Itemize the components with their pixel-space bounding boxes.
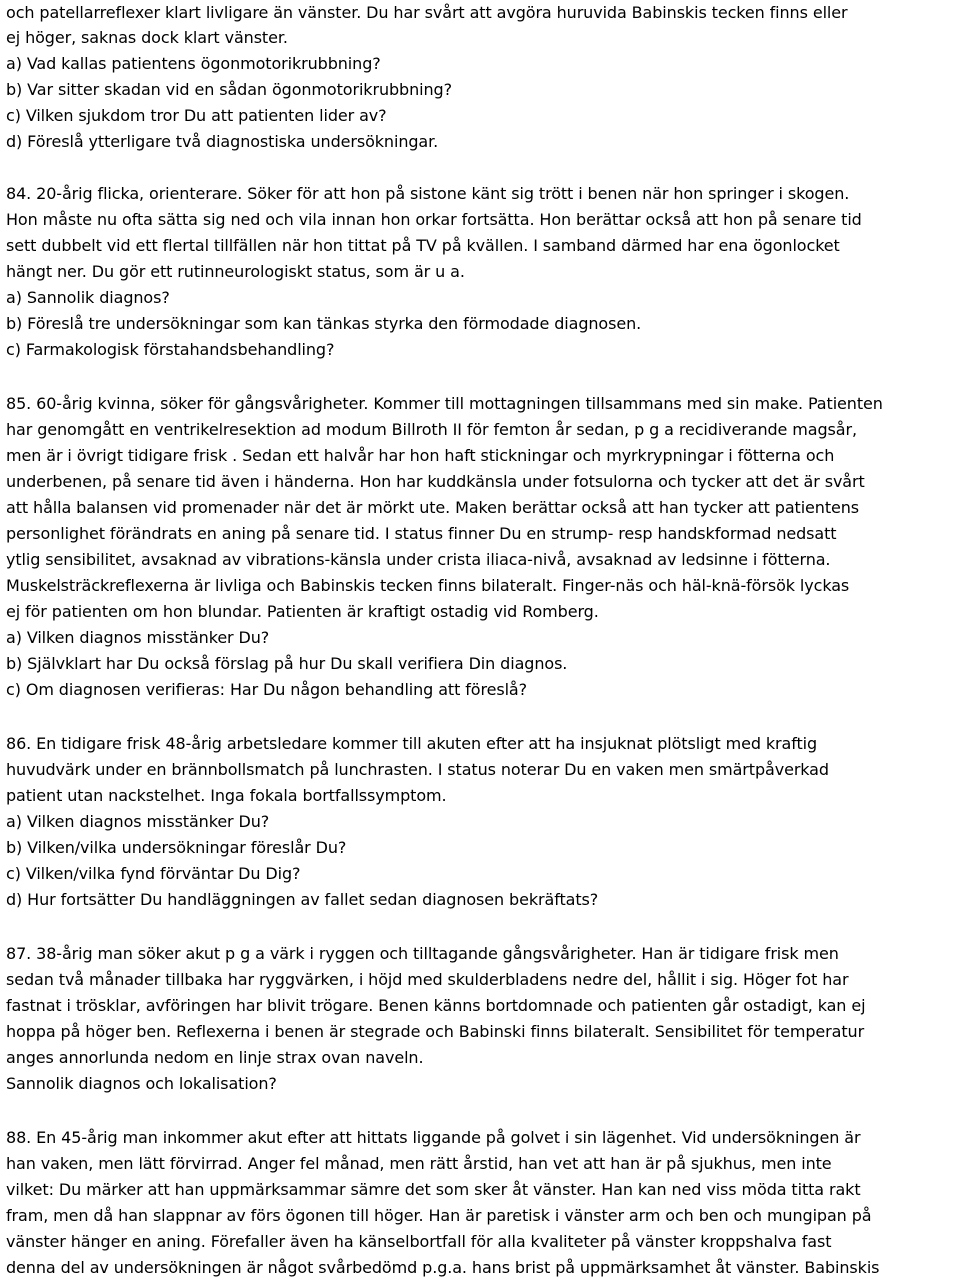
question-d: d) Hur fortsätter Du handläggningen av fallet sedan diagnosen bekräftats? [6,890,599,909]
text-line: han vaken, men lätt förvirrad. Anger fel månad, men rätt årstid, han vet att han är på sjukhus, men inte [6,1154,832,1173]
text-line: underbenen, på senare tid även i händerna. Hon har kuddkänsla under fotsulorna och tycker att det är svårt [6,472,865,491]
text-line: Muskelsträckreflexerna är livliga och Babinskis tecken finns bilateralt. Finger-näs och häl-knä-försök lyckas [6,576,850,595]
text-line: har genomgått en ventrikelresektion ad modum Billroth II för femton år sedan, p g a recidiverande magsår, [6,420,857,439]
text-line: huvudvärk under en brännbollsmatch på lunchrasten. I status noterar Du en vaken men smärtpåverkad [6,760,829,779]
text-line: vilket: Du märker att han uppmärksammar sämre det som sker åt vänster. Han kan ned viss möda titta rakt [6,1180,861,1199]
question: Sannolik diagnos och lokalisation? [6,1074,277,1093]
question-a: a) Sannolik diagnos? [6,288,170,307]
case-heading-line: 86. En tidigare frisk 48-årig arbetsledare kommer till akuten efter att ha insjuknat plötsligt med kraftig [6,734,818,753]
question-b: b) Var sitter skadan vid en sådan ögonmotorikrubbning? [6,80,452,99]
case-heading-line: 85. 60-årig kvinna, söker för gångsvårigheter. Kommer till mottagningen tillsammans med sin make. Patienten [6,394,883,413]
text-line: fram, men då han slappnar av förs ögonen till höger. Han är paretisk i vänster arm och ben och mungipan på [6,1206,872,1225]
question-b: b) Vilken/vilka undersökningar föreslår Du? [6,838,347,857]
text-line: hängt ner. Du gör ett rutinneurologiskt status, som är u a. [6,262,465,281]
text-line: fastnat i trösklar, avföringen har blivit trögare. Benen känns bortdomnade och patienten går ostadigt, kan ej [6,996,866,1015]
text-line: men är i övrigt tidigare frisk . Sedan ett halvår har hon haft stickningar och myrkrypningar i fötterna och [6,446,835,465]
text-line: ej höger, saknas dock klart vänster. [6,28,288,47]
case-heading-line: 84. 20-årig flicka, orienterare. Söker för att hon på sistone känt sig trött i benen när hon springer i skogen. [6,184,850,203]
text-line: Hon måste nu ofta sätta sig ned och vila innan hon orkar fortsätta. Hon berättar också att hon på senare tid [6,210,862,229]
text-line: sett dubbelt vid ett flertal tillfällen när hon tittat på TV på kvällen. I samband därmed har ena ögonlocket [6,236,840,255]
question-a: a) Vilken diagnos misstänker Du? [6,628,270,647]
text-line: sedan två månader tillbaka har ryggvärken, i höjd med skulderbladens nedre del, hållit i sig. Höger fot har [6,970,849,989]
text-line: att hålla balansen vid promenader när det är mörkt ute. Maken berättar också att han tycker att patientens [6,498,860,517]
question-b: b) Självklart har Du också förslag på hur Du skall verifiera Din diagnos. [6,654,568,673]
question-a: a) Vilken diagnos misstänker Du? [6,812,270,831]
text-line: personlighet förändrats en aning på senare tid. I status finner Du en strump- resp handskformad nedsatt [6,524,837,543]
text-line: anges annorlunda nedom en linje strax ovan naveln. [6,1048,424,1067]
question-c: c) Vilken/vilka fynd förväntar Du Dig? [6,864,301,883]
question-d: d) Föreslå ytterligare två diagnostiska undersökningar. [6,132,439,151]
question-c: c) Vilken sjukdom tror Du att patienten lider av? [6,106,387,125]
question-c: c) Om diagnosen verifieras: Har Du någon behandling att föreslå? [6,680,528,699]
text-line: och patellarreflexer klart livligare än vänster. Du har svårt att avgöra huruvida Babinskis tecken finns eller [6,3,848,22]
text-line: vänster hänger en aning. Förefaller även ha känselbortfall för alla kvaliteter på vänster kroppshalva fast [6,1232,832,1251]
question-b: b) Föreslå tre undersökningar som kan tänkas styrka den förmodade diagnosen. [6,314,642,333]
text-line: ej för patienten om hon blundar. Patienten är kraftigt ostadig vid Romberg. [6,602,599,621]
case-heading-line: 88. En 45-årig man inkommer akut efter att hittats liggande på golvet i sin lägenhet. Vid undersökningen är [6,1128,861,1147]
text-line: denna del av undersökningen är något svårbedömd p.g.a. hans brist på uppmärksamhet åt vänster. Babinskis [6,1258,880,1277]
case-heading-line: 87. 38-årig man söker akut p g a värk i ryggen och tilltagande gångsvårigheter. Han är tidigare frisk men [6,944,839,963]
text-line: hoppa på höger ben. Reflexerna i benen är stegrade och Babinski finns bilateralt. Sensibilitet för temperatur [6,1022,865,1041]
question-c: c) Farmakologisk förstahandsbehandling? [6,340,335,359]
text-line: ytlig sensibilitet, avsaknad av vibrations-känsla under crista iliaca-nivå, avsaknad av ledsinne i fötterna. [6,550,831,569]
question-a: a) Vad kallas patientens ögonmotorikrubbning? [6,54,381,73]
text-line: patient utan nackstelhet. Inga fokala bortfallssymptom. [6,786,447,805]
